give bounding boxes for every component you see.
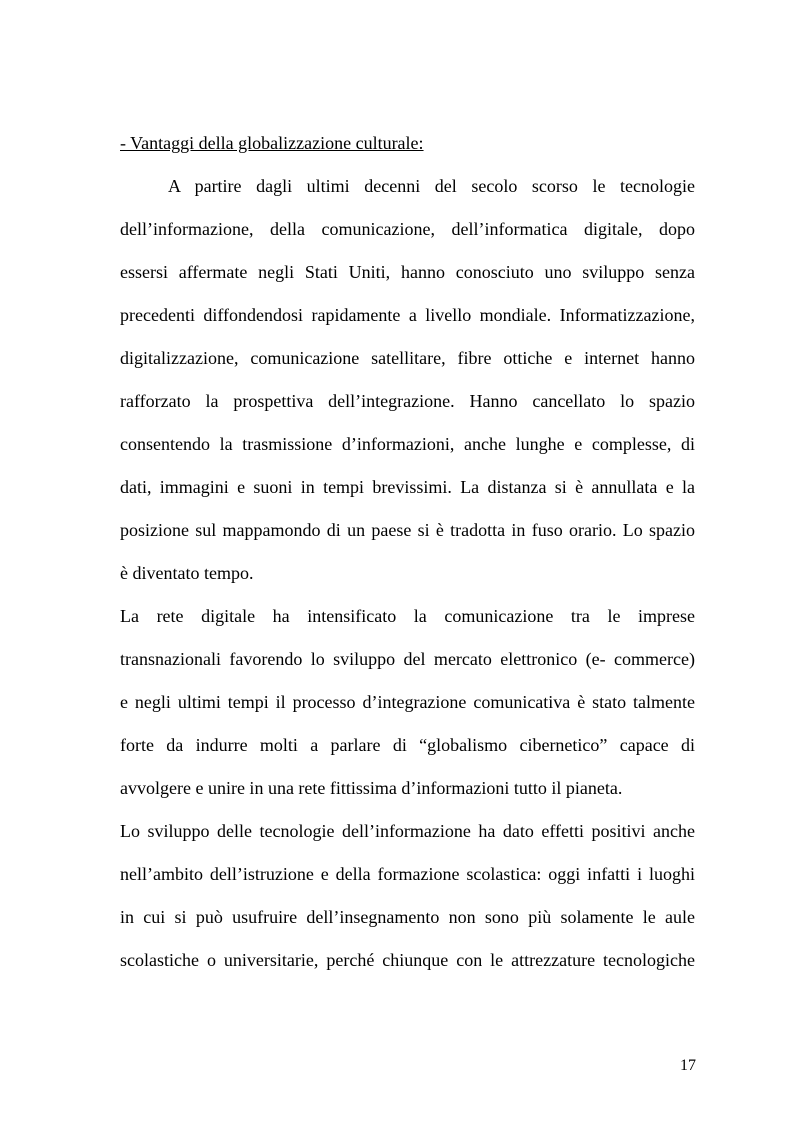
section-heading: - Vantaggi della globalizzazione culturale: xyxy=(120,133,424,153)
body-line: e negli ultimi tempi il processo d’integrazione comunicativa è stato talmente xyxy=(120,692,695,712)
body-line: in cui si può usufruire dell’insegnamento non sono più solamente le aule xyxy=(120,907,695,927)
body-line: precedenti diffondendosi rapidamente a livello mondiale. Informatizzazione, xyxy=(120,305,695,325)
body-line: dell’informazione, della comunicazione, dell’informatica digitale, dopo xyxy=(120,219,695,239)
body-line: consentendo la trasmissione d’informazioni, anche lunghe e complesse, di xyxy=(120,434,695,454)
body-line: è diventato tempo. xyxy=(120,563,254,583)
body-line: transnazionali favorendo lo sviluppo del mercato elettronico (e- commerce) xyxy=(120,649,695,669)
body-line: nell’ambito dell’istruzione e della formazione scolastica: oggi infatti i luoghi xyxy=(120,864,695,884)
body-line: La rete digitale ha intensificato la comunicazione tra le imprese xyxy=(120,606,695,626)
body-line: A partire dagli ultimi decenni del secolo scorso le tecnologie xyxy=(168,176,695,196)
body-line: forte da indurre molti a parlare di “globalismo cibernetico” capace di xyxy=(120,735,695,755)
body-line: essersi affermate negli Stati Uniti, hanno conosciuto uno sviluppo senza xyxy=(120,262,695,282)
body-line: Lo sviluppo delle tecnologie dell’informazione ha dato effetti positivi anche xyxy=(120,821,695,841)
body-line: rafforzato la prospettiva dell’integrazione. Hanno cancellato lo spazio xyxy=(120,391,695,411)
body-line: avvolgere e unire in una rete fittissima d’informazioni tutto il pianeta. xyxy=(120,778,623,798)
body-text xyxy=(120,174,695,991)
body-line: dati, immagini e suoni in tempi brevissimi. La distanza si è annullata e la xyxy=(120,477,695,497)
page-number: 17 xyxy=(680,1057,696,1074)
body-line: posizione sul mappamondo di un paese si è tradotta in fuso orario. Lo spazio xyxy=(120,520,695,540)
body-line: digitalizzazione, comunicazione satellitare, fibre ottiche e internet hanno xyxy=(120,348,695,368)
body-line: scolastiche o universitarie, perché chiunque con le attrezzature tecnologiche xyxy=(120,950,695,970)
